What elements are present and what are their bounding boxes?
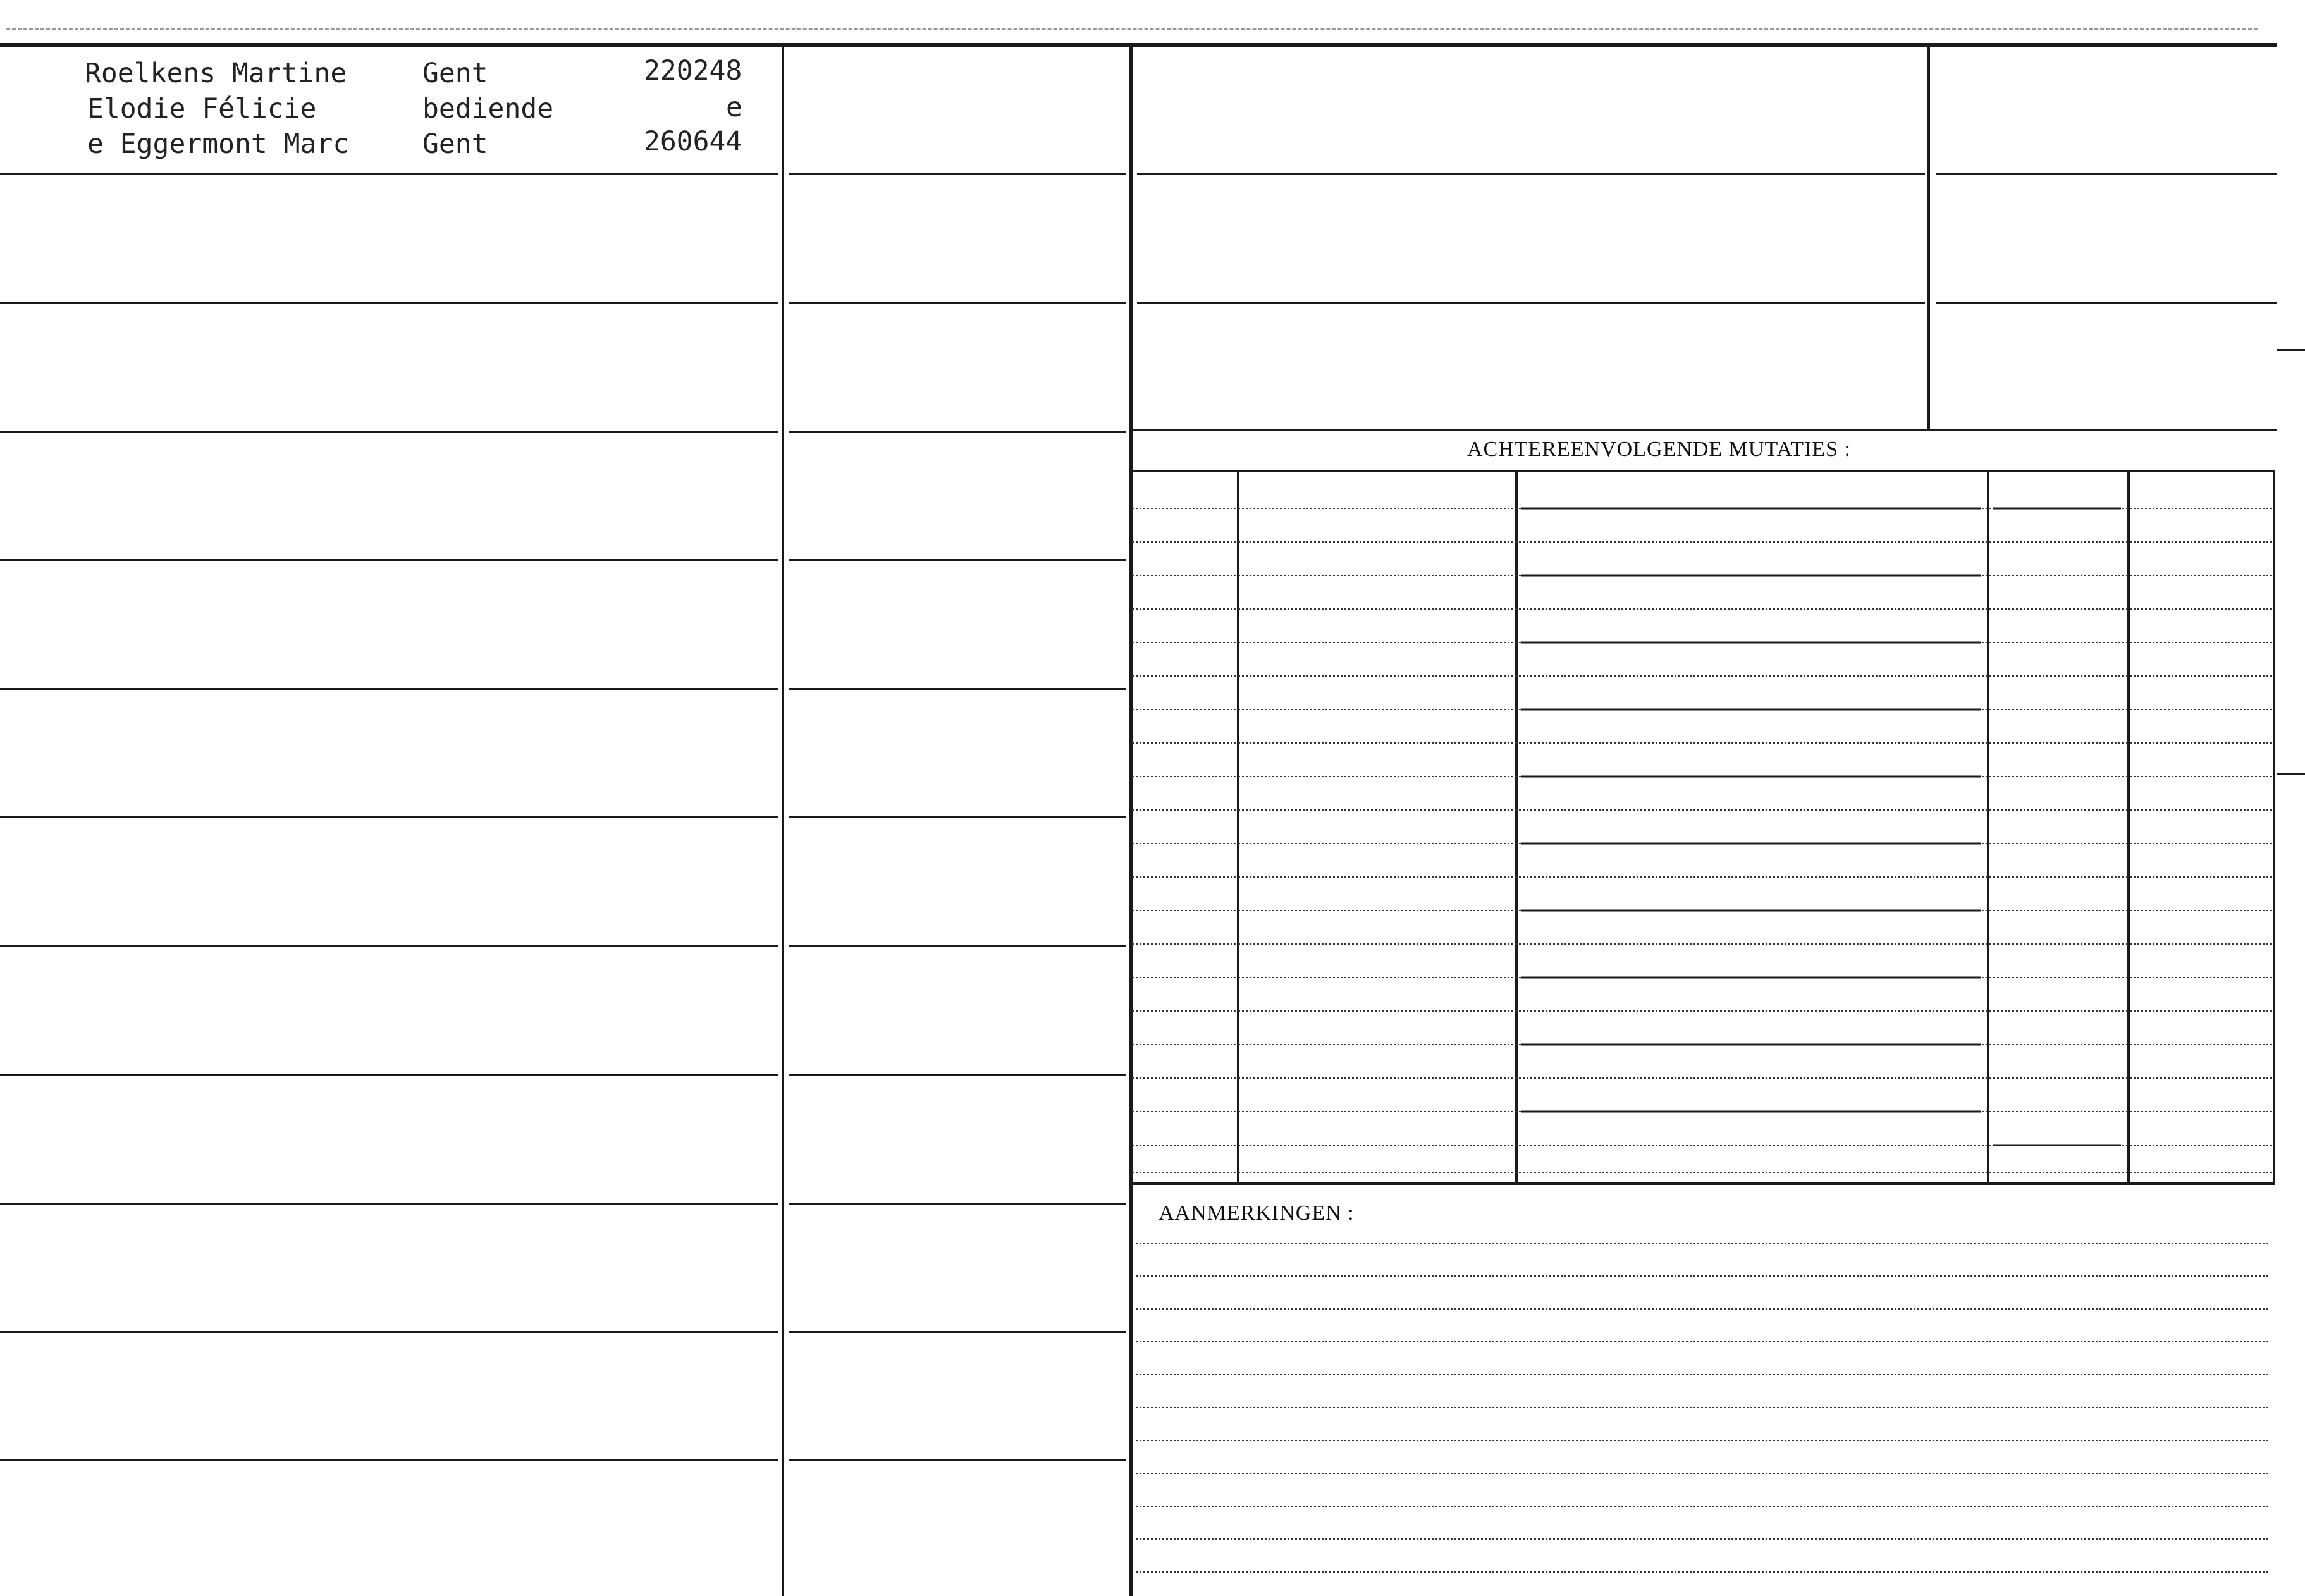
entry-name-line-1: Roelkens Martine (85, 58, 347, 89)
entry-place-line-2: bediende (422, 93, 554, 125)
edge-tick-upper (2277, 349, 2305, 351)
entry-number-line-2: e (726, 92, 742, 123)
divider-col-3 (1927, 47, 1930, 430)
mutations-header: ACHTEREENVOLGENDE MUTATIES : (1467, 438, 1851, 461)
edge-tick-lower (2277, 773, 2305, 775)
remarks-ruled-lines (1129, 1196, 2277, 1596)
remarks-header: AANMERKINGEN : (1159, 1201, 1355, 1225)
mutations-table (1129, 470, 2277, 1185)
remarks-section (1129, 1196, 2277, 1596)
entry-place-line-1: Gent (422, 58, 488, 89)
entry-name-line-2: Elodie Félicie (87, 93, 317, 125)
mutations-section (1129, 431, 2277, 1196)
mutations-ruled-lines (1129, 470, 2277, 1185)
entry-name-line-3: e Eggermont Marc (87, 128, 350, 160)
divider-col-1 (782, 47, 784, 1596)
top-perforation (6, 28, 2258, 30)
entry-number-line-3: 260644 (644, 126, 742, 157)
entry-place-line-3: Gent (422, 128, 488, 160)
top-border (0, 43, 2277, 47)
entry-number-line-1: 220248 (644, 55, 742, 87)
